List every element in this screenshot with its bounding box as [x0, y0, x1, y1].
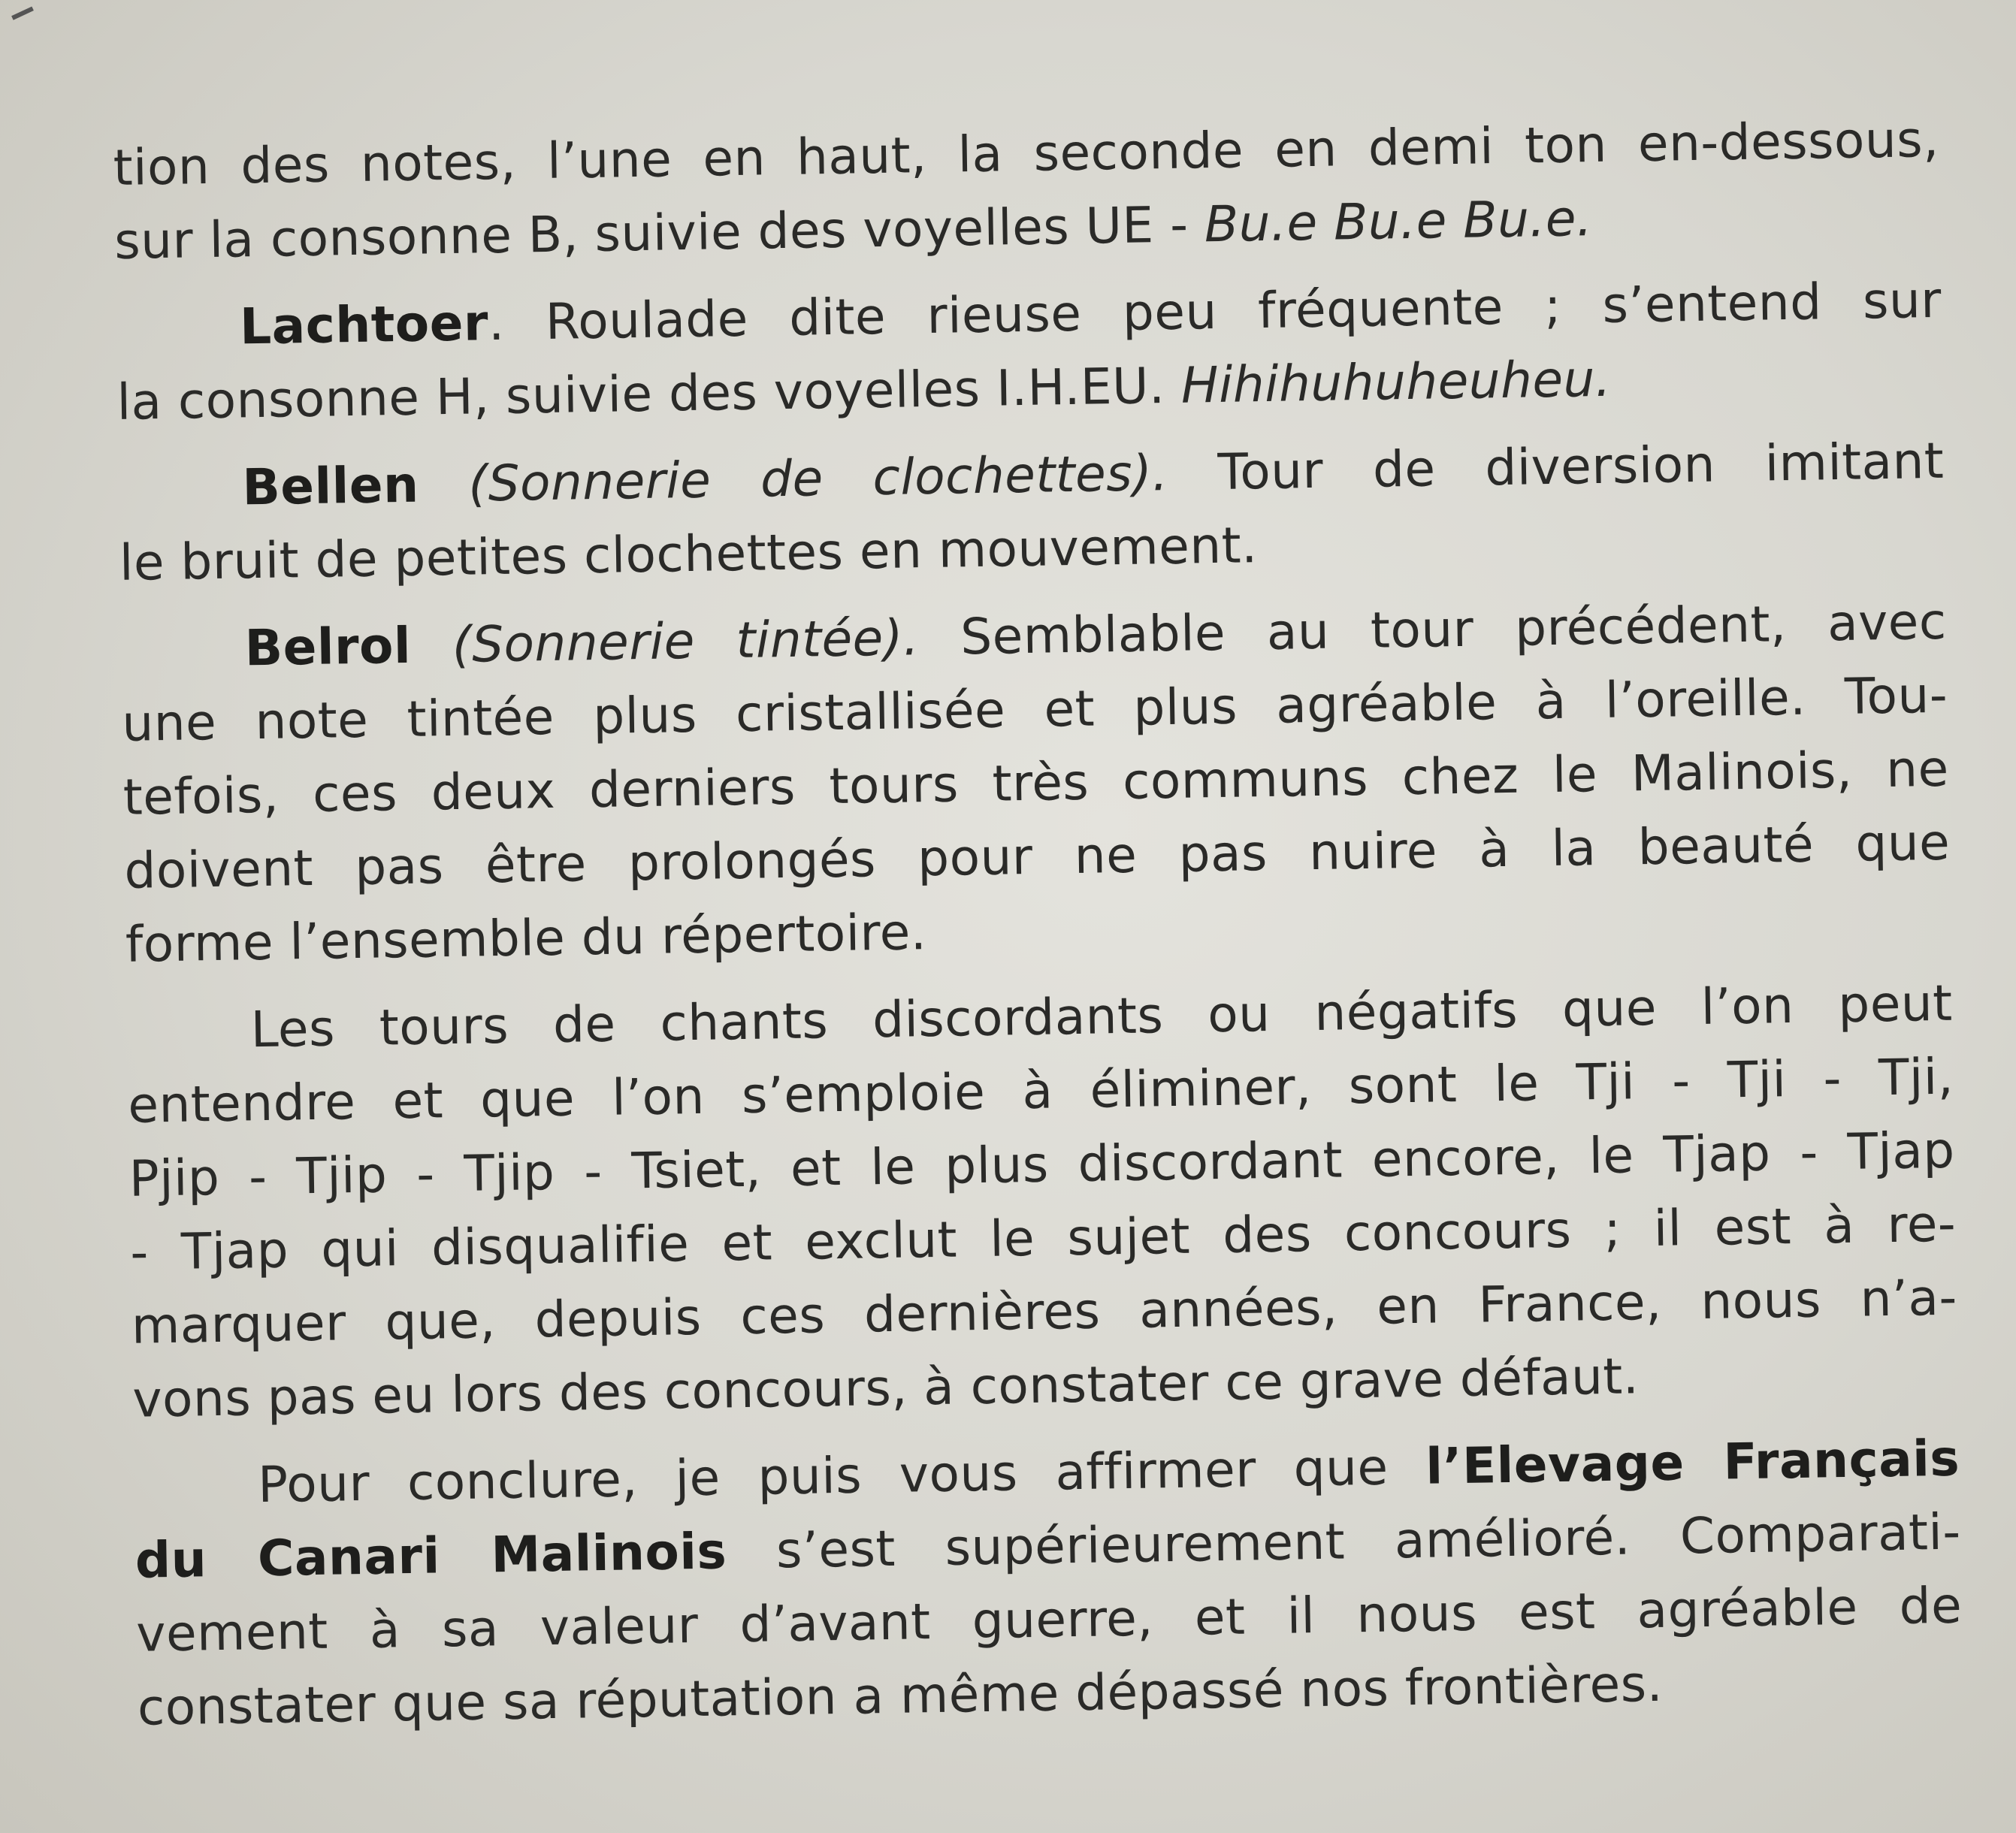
bold-term: Lachtoer [239, 294, 489, 356]
bold-term: du Canari Malinois [135, 1522, 727, 1590]
text-run: Semblable au tour précédent, avec [918, 592, 1948, 667]
text-run: vement à sa valeur d’avant guerre, et il nous est agréable de [135, 1576, 1963, 1663]
paragraph [120, 585, 1951, 982]
page-text [113, 103, 1963, 1745]
paragraph [126, 967, 1959, 1437]
bold-term: Bellen [241, 455, 420, 517]
text-run [419, 455, 469, 514]
text-run: tion des notes, l’une en haut, la seconde en demi ton en-dessous, [113, 110, 1940, 197]
paragraph [134, 1422, 1964, 1745]
text-run: marquer que, depuis ces dernières années, en France, nous n’a- [131, 1268, 1958, 1355]
text-run: tefois, ces deux derniers tours très communs chez le Malinois, ne [122, 739, 1950, 826]
text-run: forme l’ensemble du répertoire. [125, 903, 927, 974]
text-run: une note tintée plus cristallisée et plus agréable à l’oreille. Tou- [121, 666, 1948, 753]
text-run: constater que sa réputation a même dépassé nos frontières. [137, 1654, 1664, 1737]
text-run: vons pas eu lors des concours, à constater ce grave défaut. [131, 1347, 1640, 1429]
text-run: - Tjap qui disqualifie et exclut le sujet des concours ; il est à re- [129, 1194, 1957, 1282]
text-run: le bruit de petites clochettes en mouvement. [119, 516, 1259, 592]
bold-term: l’Elevage Français [1425, 1429, 1960, 1496]
paragraph [113, 103, 1941, 279]
paragraph [118, 424, 1946, 600]
paragraph [115, 264, 1943, 439]
text-run [410, 616, 452, 675]
text-run: Pour conclure, je puis vous affirmer que [257, 1437, 1427, 1514]
text-run: la consonne H, suivie des voyelles I.H.EU. [116, 356, 1182, 431]
italic-text: Bu.e Bu.e Bu.e. [1204, 189, 1593, 254]
text-run: . Roulade dite rieuse peu fréquente ; s’entend sur [488, 270, 1942, 352]
italic-text: (Sonnerie tintée). [452, 608, 920, 674]
text-run: sur la consonne B, suivie des voyelles UE - [113, 195, 1205, 270]
bold-term: Belrol [244, 616, 412, 678]
text-run: entendre et que l’on s’emploie à éliminer, sont le Tji - Tji - Tji, [127, 1047, 1954, 1134]
italic-text: Hihihuhuheuheu. [1180, 349, 1612, 415]
italic-text: (Sonnerie de clochettes). [467, 443, 1169, 513]
text-run: doivent pas être prolongés pour ne pas nuire à la beauté que [123, 813, 1951, 900]
text-run: Les tours de chants discordants ou négatifs que l’on peut [250, 974, 1954, 1059]
text-run: Pjip - Tjip - Tjip - Tsiet, et le plus discordant encore, le Tjap - Tjap [128, 1121, 1956, 1208]
text-run: Tour de diversion imitant [1168, 431, 1945, 502]
corner-mark [11, 7, 38, 30]
text-run: s’est supérieurement amélioré. Comparati- [726, 1502, 1962, 1581]
